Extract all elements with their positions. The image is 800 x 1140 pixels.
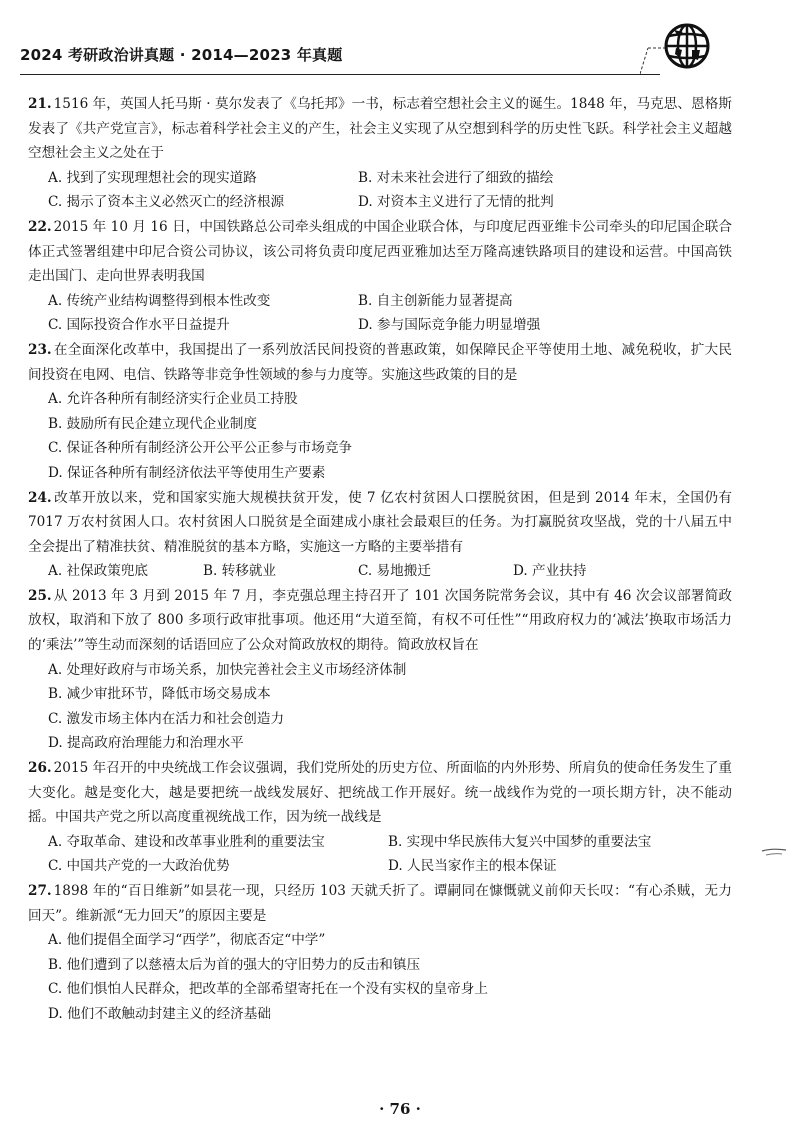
question-number: 23. <box>28 341 52 358</box>
option-row <box>28 830 732 855</box>
question-number: 27. <box>28 883 52 899</box>
option-c[interactable]: C. 保证各种所有制经济公开公平公正参与市场竞争 <box>48 440 353 457</box>
question-text: 1516 年，英国人托马斯 · 莫尔发表了《乌托邦》一书，标志着空想社会主义的诞生。1848 年，马克思、恩格斯发表了《共产党宣言》，标志着科学社会主义的产生，社会主义实现了从空想到科学的历史性飞跃。科学社会主义超越空想社会主义之处在于 <box>28 96 732 162</box>
option-c[interactable]: C. 激发市场主体内在活力和社会创造力 <box>48 710 285 727</box>
option-row <box>28 190 732 215</box>
question-number: 22. <box>28 218 52 235</box>
question-stem <box>28 338 732 387</box>
option-d[interactable]: D. 人民当家作主的根本保证 <box>388 858 557 875</box>
option-a[interactable]: A. 他们提倡全面学习“西学”，彻底否定“中学” <box>48 932 326 949</box>
option-b[interactable]: B. 他们遭到了以慈禧太后为首的强大的守旧势力的反击和镇压 <box>48 956 421 973</box>
question-stem <box>28 584 732 658</box>
option-d[interactable]: D. 产业扶持 <box>513 563 587 580</box>
option-a[interactable]: A. 传统产业结构调整得到根本性改变 <box>48 292 271 309</box>
option-row <box>28 313 732 338</box>
question-21 <box>28 92 732 215</box>
question-number: 24. <box>28 489 52 506</box>
question-24 <box>28 486 732 584</box>
option-c[interactable]: C. 中国共产党的一大政治优势 <box>48 858 230 875</box>
option-c[interactable]: C. 他们惧怕人民群众，把改革的全部希望寄托在一个没有实权的皇帝身上 <box>48 981 488 998</box>
option-d[interactable]: D. 参与国际竞争能力明显增强 <box>358 317 541 334</box>
option-row <box>28 559 732 584</box>
question-26 <box>28 756 732 879</box>
page-number: · 76 · <box>379 1100 421 1118</box>
option-d[interactable]: D. 保证各种所有制经济依法平等使用生产要素 <box>48 464 326 481</box>
question-stem <box>28 92 732 166</box>
option-c[interactable]: C. 国际投资合作水平日益提升 <box>48 317 230 334</box>
option-b[interactable]: B. 实现中华民族伟大复兴中国梦的重要法宝 <box>388 833 652 850</box>
margin-pen-mark <box>760 845 788 859</box>
option-d[interactable]: D. 提高政府治理能力和治理水平 <box>48 735 244 752</box>
question-text: 2015 年 10 月 16 日，中国铁路总公司牵头组成的中国企业联合体，与印度尼西亚维卡公司牵头的印尼国企联合体正式签署组建中印尼合资公司协议，该公司将负责印度尼西亚雅加达至万隆高速铁路项目的建设和运营。中国高铁走出国门、走向世界表明我国 <box>28 218 732 285</box>
option-a[interactable]: A. 允许各种所有制经济实行企业员工持股 <box>48 391 298 408</box>
option-a[interactable]: A. 处理好政府与市场关系，加快完善社会主义市场经济体制 <box>48 661 407 678</box>
option-b[interactable]: B. 自主创新能力显著提高 <box>358 292 513 309</box>
question-stem <box>28 215 732 289</box>
option-b[interactable]: B. 转移就业 <box>203 563 277 580</box>
option-a[interactable]: A. 社保政策兜底 <box>48 563 149 580</box>
option-d[interactable]: D. 他们不敢触动封建主义的经济基础 <box>48 1005 271 1022</box>
option-c[interactable]: C. 揭示了资本主义必然灭亡的经济根源 <box>48 194 285 211</box>
question-stem <box>28 756 732 830</box>
question-text: 从 2013 年 3 月到 2015 年 7 月，李克强总理主持召开了 101 次国务院常务会议，其中有 46 次会议部署简政放权，取消和下放了 800 多项行政审批事项。他还用“大道至简，有权不可任性”“用政府权力的‘减法’换取市场活力的‘乘法’”等生动而深刻的话语回应了公众对简政放权的期待。简政放权旨在 <box>28 587 732 654</box>
option-b[interactable]: B. 减少审批环节，降低市场交易成本 <box>48 686 271 703</box>
option-d[interactable]: D. 对资本主义进行了无情的批判 <box>358 194 554 211</box>
question-22 <box>28 215 732 338</box>
question-number: 26. <box>28 760 52 777</box>
page-header <box>20 38 710 78</box>
option-row <box>28 854 732 879</box>
header-rule <box>20 74 660 75</box>
question-number: 25. <box>28 587 52 604</box>
option-a[interactable]: A. 夺取革命、建设和改革事业胜利的重要法宝 <box>48 833 325 850</box>
option-row <box>28 289 732 314</box>
question-list <box>28 92 732 1027</box>
option-b[interactable]: B. 对未来社会进行了细致的描绘 <box>358 169 554 186</box>
question-25 <box>28 584 732 756</box>
globe-logo-icon <box>662 20 712 72</box>
option-row <box>28 166 732 191</box>
option-a[interactable]: A. 找到了实现理想社会的现实道路 <box>48 169 257 186</box>
question-text: 在全面深化改革中，我国提出了一系列放活民间投资的普惠政策，如保障民企平等使用土地、减免税收，扩大民间投资在电网、电信、铁路等非竞争性领域的参与力度等。实施这些政策的目的是 <box>28 341 732 383</box>
question-23 <box>28 338 732 486</box>
question-stem <box>28 879 732 928</box>
question-text: 1898 年的“百日维新”如昙花一现，只经历 103 天就夭折了。谭嗣同在慷慨就义前仰天长叹：“有心杀贼，无力回天”。维新派“无力回天”的原因主要是 <box>28 883 732 924</box>
option-b[interactable]: B. 鼓励所有民企建立现代企业制度 <box>48 415 257 432</box>
question-stem <box>28 486 732 560</box>
option-c[interactable]: C. 易地搬迁 <box>358 563 431 580</box>
question-27 <box>28 879 732 1027</box>
question-text: 改革开放以来，党和国家实施大规模扶贫开发，使 7 亿农村贫困人口摆脱贫困，但是到 2014 年末，全国仍有 7017 万农村贫困人口。农村贫困人口脱贫是全面建成小康社会最艰巨的任务。为打赢脱贫攻坚战，党的十八届五中全会提出了精准扶贫、精准脱贫的基本方略，实施这一方略的主要举措有 <box>28 489 732 555</box>
question-number: 21. <box>28 96 52 112</box>
header-title: 2024 考研政治讲真题 · 2014—2023 年真题 <box>20 46 343 64</box>
question-text: 2015 年召开的中央统战工作会议强调，我们党所处的历史方位、所面临的内外形势、所肩负的使命任务发生了重大变化。越是变化大，越是要把统一战线发展好、把统战工作开展好。统一战线作为党的一项长期方针，决不能动摇。中国共产党之所以高度重视统战工作，因为统一战线是 <box>28 760 732 826</box>
